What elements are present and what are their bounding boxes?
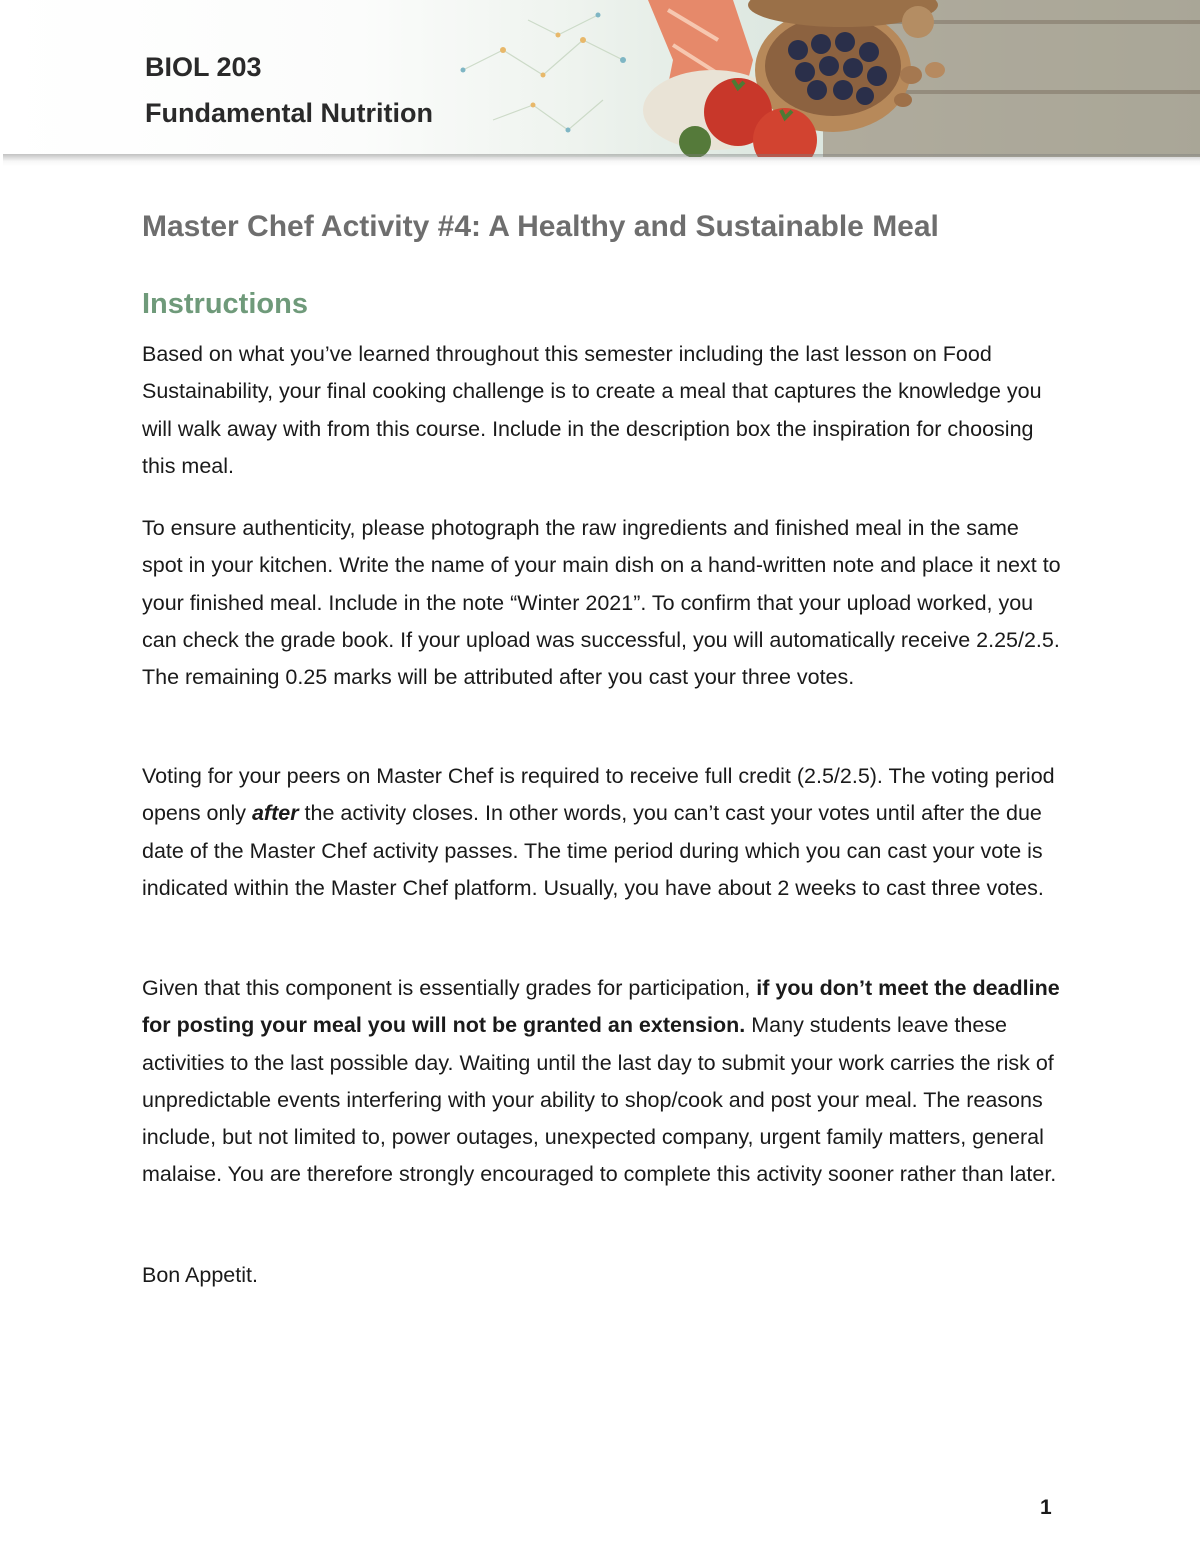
course-code: BIOL 203	[145, 52, 262, 82]
paragraph-voting	[142, 758, 1062, 907]
header-divider	[3, 154, 1200, 166]
paragraph-closing: Bon Appetit.	[142, 1263, 258, 1287]
page-number: 1	[1040, 1496, 1052, 1519]
paragraph-authenticity: To ensure authenticity, please photograph the raw ingredients and finished meal in the same spot in your kitchen. Write the name of your main dish on a hand-written note and place it next to your finished meal. Include in the note “Winter 2021”. To confirm that your upload worked, you can check the grade book. If your upload was successful, you will automatically receive 2.25/2.5. The remaining 0.25 marks will be attributed after you cast your three votes.	[142, 516, 1061, 690]
paragraph-deadline	[142, 970, 1062, 1194]
deadline-text-start: Given that this component is essentially grades for participation,	[142, 976, 757, 1000]
emphasis-after: after	[251, 801, 299, 826]
deadline-warning: if you don’t meet the deadline for posting your meal you will not be granted an extension.	[142, 976, 1060, 1038]
deadline-text-end: Many students leave these activities to the last possible day. Waiting until the last day to submit your work carries the risk of unpredictable events interfering with your ability to shop/cook and post your meal. The reasons include, but not limited to, power outages, unexpected company, urgent family matters, general malaise. You are therefore strongly encouraged to complete this activity sooner rather than later.	[142, 1013, 1057, 1187]
instructions-heading: Instructions	[142, 288, 308, 320]
voting-text-start: Voting for your peers on Master Chef is required to receive full credit (2.5/2.5). The voting period opens only	[142, 764, 1055, 826]
header-banner	[3, 0, 1200, 157]
document-title: Master Chef Activity #4: A Healthy and Sustainable Meal	[142, 210, 939, 243]
voting-text-end: the activity closes. In other words, you can’t cast your votes until after the due date of the Master Chef activity passes. The time period during which you can cast your vote is indicated within the Master Chef platform. Usually, you have about 2 weeks to cast three votes.	[142, 801, 1044, 900]
paragraph-intro: Based on what you’ve learned throughout this semester including the last lesson on Food Sustainability, your final cooking challenge is to create a meal that captures the knowledge you will walk away with from this course. Include in the description box the inspiration for choosing this meal.	[142, 342, 1042, 478]
food-photo-banner-icon	[433, 0, 1200, 157]
course-name: Fundamental Nutrition	[145, 98, 433, 128]
